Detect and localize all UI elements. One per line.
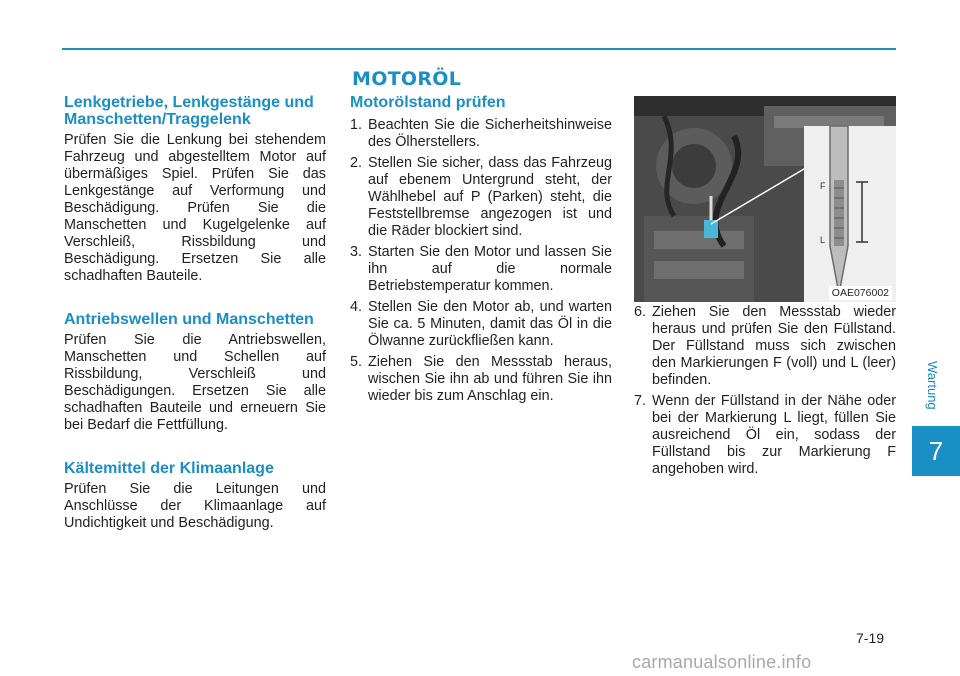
list-item: 5. Ziehen Sie den Messstab heraus, wischen Sie ihn ab und führen Sie ihn wieder bis zum Anschlag ein. [350, 354, 612, 404]
mark-full-label: F [820, 181, 826, 191]
paragraph-refrigerant: Prüfen Sie die Leitungen und Anschlüsse der Klimaanlage auf Undichtigkeit und Beschädigung. [64, 481, 326, 531]
chapter-label: Wartung [925, 360, 940, 410]
list-item: 4. Stellen Sie den Motor ab, und warten Sie ca. 5 Minuten, damit das Öl in die Ölwanne zurückfließen kann. [350, 299, 612, 349]
oil-check-steps-continued [634, 304, 896, 478]
right-column [634, 304, 896, 482]
list-item: 6. Ziehen Sie den Messstab wieder heraus und prüfen Sie den Füllstand. Der Füllstand muss sich zwischen den Markierungen F (voll) und L (leer) befinden. [634, 304, 896, 388]
heading-oil-check: Motorölstand prüfen [350, 94, 506, 111]
list-item: 7. Wenn der Füllstand in der Nähe oder bei der Markierung L liegt, füllen Sie ausreichend Öl ein, sodass der Füllstand bis zur Markierung F angehoben wird. [634, 393, 896, 477]
middle-column [350, 94, 612, 409]
watermark: carmanualsonline.info [632, 652, 812, 672]
page-number: 7-19 [856, 630, 885, 646]
heading-steering: Lenkgetriebe, Lenkgestänge und Manschetten/Traggelenk [64, 94, 314, 128]
paragraph-steering: Prüfen Sie die Lenkung bei stehendem Fahrzeug und abgestelltem Motor auf übermäßiges Spiel. Prüfen Sie das Lenkgestänge auf Verformung und Beschädigung. Prüfen Sie die Manschetten und Kugelgelenke auf Verschleiß, Rissbildung und Beschädigung. Ersetzen Sie alle schadhaften Bauteile. [64, 132, 326, 284]
top-rule [62, 48, 896, 50]
list-item: 1. Beachten Sie die Sicherheitshinweise des Ölherstellers. [350, 117, 612, 150]
heading-refrigerant: Kältemittel der Klimaanlage [64, 460, 274, 477]
section-title: MOTORÖL [352, 68, 462, 90]
heading-drive-shafts: Antriebswellen und Manschetten [64, 311, 314, 328]
list-item: 3. Starten Sie den Motor und lassen Sie ihn auf die normale Betriebstemperatur kommen. [350, 244, 612, 294]
oil-check-steps [350, 117, 612, 405]
chapter-tab: 7 [912, 426, 960, 476]
figure-code: OAE076002 [829, 286, 892, 300]
engine-illustration [634, 96, 896, 302]
mark-low-label: L [820, 235, 826, 245]
list-item: 2. Stellen Sie sicher, dass das Fahrzeug auf ebenem Untergrund steht, der Wählhebel auf P (Parken) steht, die Feststellbremse angezogen ist und die Räder blockiert sind. [350, 155, 612, 239]
engine-dipstick-figure [634, 96, 896, 302]
left-column [64, 94, 326, 558]
paragraph-drive-shafts: Prüfen Sie die Antriebswellen, Manschetten und Schellen auf Rissbildung, Verschleiß und Beschädigungen. Ersetzen Sie alle schadhaften Bauteile und erneuern Sie bei Bedarf die Fettfüllung. [64, 332, 326, 433]
